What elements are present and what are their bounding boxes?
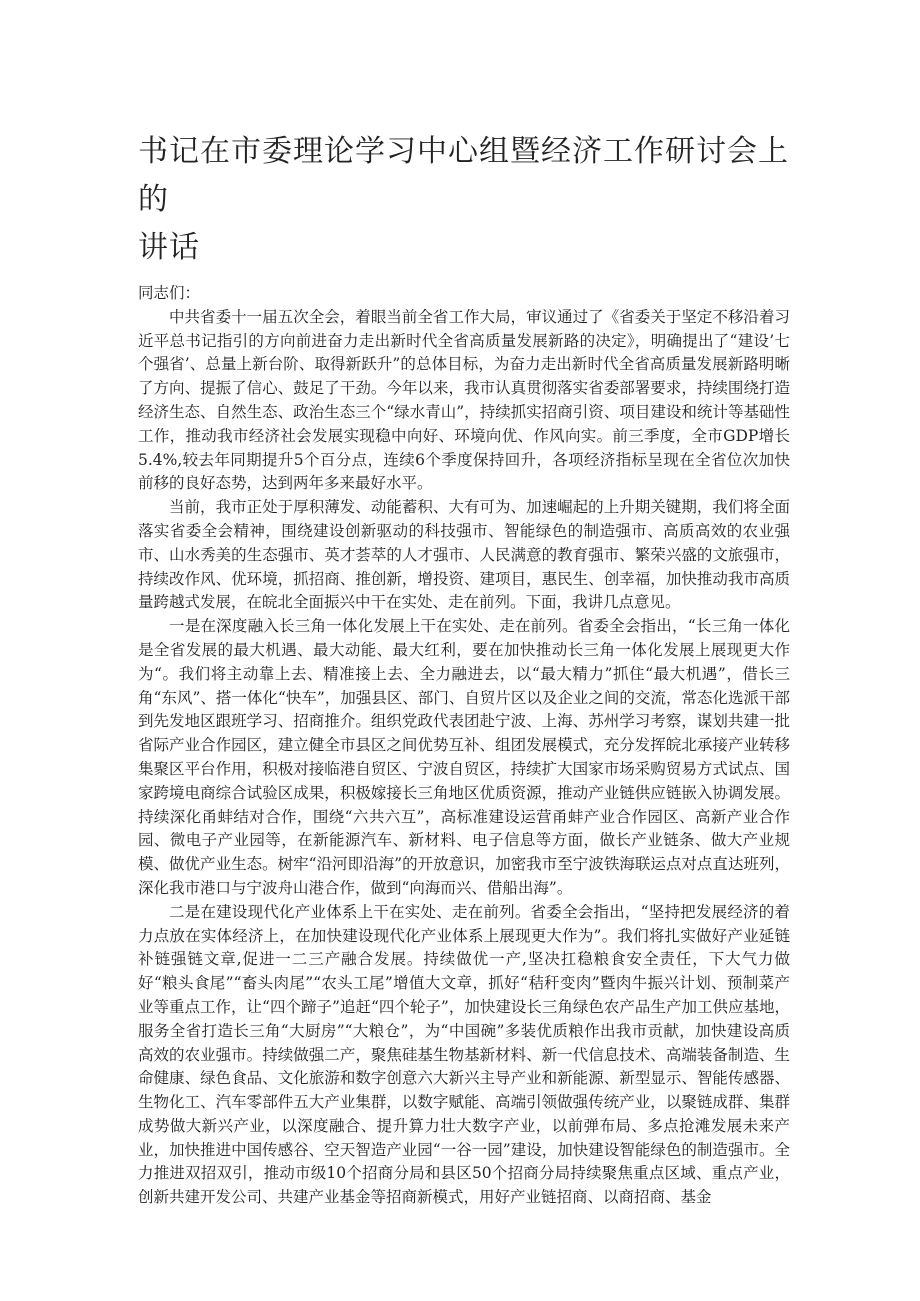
- title-line-2: 讲话: [138, 230, 200, 265]
- document-title: [138, 128, 790, 272]
- paragraph-2: 当前，我市正处于厚积薄发、动能蓄积、大有可为、加速崛起的上升期关键期，我们将全面落实省委全会精神，围绕建设创新驱动的科技强市、智能绿色的制造强市、高质高效的农业强市、山水秀美的生态强市、英才荟萃的人才强市、人民满意的教育强市、繁荣兴盛的文旅强市，持续改作风、优环境，抓招商、推创新，增投资、建项目，惠民生、创幸福，加快推动我市高质量跨越式发展，在皖北全面振兴中干在实处、走在前列。下面，我讲几点意见。: [138, 498, 790, 612]
- salutation: 同志们：: [138, 284, 201, 302]
- paragraph-4: 二是在建设现代化产业体系上干在实处、走在前列。省委全会指出，“坚持把发展经济的着力点放在实体经济上，在加快建设现代化产业体系上展现更大作为”。我们将扎实做好产业延链补链强链文章,促进一二三产融合发展。持续做优一产,坚决扛稳粮食安全责任，下大气力做好“粮头食尾”“畜头肉尾”“农头工尾”增值大文章，抓好“秸秆变肉”暨肉牛振兴计划、预制菜产业等重点工作，让“四个蹄子”追赶“四个轮子”，加快建设长三角绿色农产品生产加工供应基地，服务全省打造长三角“大厨房”“大粮仓”，为“中国碗”多装优质粮作出我市贡献，加快建设高质高效的农业强市。持续做强二产，聚焦硅基生物基新材料、新一代信息技术、高端装备制造、生命健康、绿色食品、文化旅游和数字创意六大新兴主导产业和新能源、新型显示、智能传感器、生物化工、汽车零部件五大产业集群，以数字赋能、高端引领做强传统产业，以聚链成群、集群成势做大新兴产业，以深度融合、提升算力壮大数字产业，以前弹布局、多点抢滩发展未来产业，加快推进中国传感谷、空天智造产业园“一谷一园”建设，加快建设智能绿色的制造强市。全力推进双招双引，推动市级10个招商分局和县区50个招商分局持续聚焦重点区域、重点产业，创新共建开发公司、共建产业基金等招商新模式，用好产业链招商、以商招商、基金: [138, 902, 790, 1207]
- title-line-1: 书记在市委理论学习中心组暨经济工作研讨会上的: [138, 134, 789, 217]
- paragraph-1: 中共省委十一届五次全会，着眼当前全省工作大局，审议通过了《省委关于坚定不移沿着习近平总书记指引的方向前进奋力走出新时代全省高质量发展新路的决定》，明确提出了“建设’七个强省’、总量上新台阶、取得新跃升”的总体目标，为奋力走出新时代全省高质量发展新路明晰了方向、提振了信心、鼓足了干劲。今年以来，我市认真贯彻落实省委部署要求，持续围绕打造经济生态、自然生态、政治生态三个“绿水青山”，持续抓实招商引资、项目建设和统计等基础性工作，推动我市经济社会发展实现稳中向好、环境向优、作风向实。前三季度，全市GDP增长5.4%,较去年同期提升5个百分点，连续6个季度保持回升，各项经济指标呈现在全省位次加快前移的良好态势，达到两年多来最好水平。: [138, 307, 790, 493]
- paragraph-3: 一是在深度融入长三角一体化发展上干在实处、走在前列。省委全会指出，“长三角一体化是全省发展的最大机遇、最大动能、最大红利，要在加快推动长三角一体化发展上展现更大作为“。我们将主动靠上去、精准接上去、全力融进去，以“最大精力”抓住“最大机遇”，借长三角“东风”、搭一体化“快车”，加强县区、部门、自贸片区以及企业之间的交流，常态化选派干部到先发地区跟班学习、招商推介。组织党政代表团赴宁波、上海、苏州学习考察，谋划共建一批省际产业合作园区，建立健全市县区之间优势互补、组团发展模式，充分发挥皖北承接产业转移集聚区平台作用，积极对接临港自贸区、宁波自贸区，持续扩大国家市场采购贸易方式试点、国家跨境电商综合试验区成果，积极嫁接长三角地区优质资源，推动产业链供应链嵌入协调发展。持续深化甬蚌结对合作，围绕“六共六互”，高标准建设运营甬蚌产业合作园区、高新产业合作园、微电子产业园等，在新能源汽车、新材料、电子信息等方面，做长产业链条、做大产业规模、做优产业生态。树牢“沿河即沿海”的开放意识，加密我市至宁波铁海联运点对点直达班列，深化我市港口与宁波舟山港合作，做到“向海而兴、借船出海”。: [138, 617, 790, 897]
